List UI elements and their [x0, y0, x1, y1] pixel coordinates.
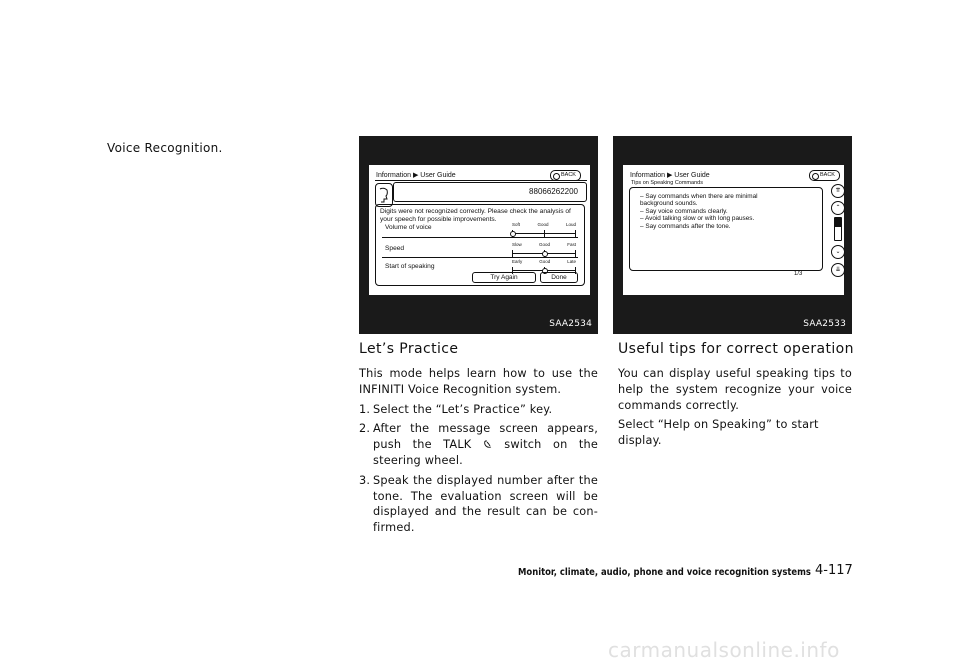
scale-label: Late: [567, 259, 576, 264]
evaluation-screen: [369, 165, 590, 295]
tips-box-title: Tips on Speaking Commands: [631, 180, 703, 186]
figure-caption: SAA2533: [803, 319, 846, 329]
page-down-icon[interactable]: ⇊: [831, 263, 845, 277]
footer-chapter-title: Monitor, climate, audio, phone and voice recognition systems: [518, 567, 811, 578]
scrollbar[interactable]: [834, 217, 842, 241]
page-up-icon[interactable]: ⇈: [831, 184, 845, 198]
step-text: Speak the displayed number after the tone. The evaluation screen will be displayed and the result can be con-firmed.: [373, 473, 598, 535]
scale-label: Soft: [512, 222, 521, 227]
list-item: – Avoid talking slow or with long pauses.: [640, 215, 755, 223]
row-label-speed: Speed: [385, 245, 405, 252]
section-heading-lets-practice: Let’s Practice: [359, 341, 459, 357]
scale-label: Loud: [565, 222, 576, 227]
list-item: background sounds.: [640, 200, 698, 208]
evaluation-message: Digits were not recognized correctly. Please check the analysis of your speech for possible improvements.: [380, 208, 571, 223]
back-button[interactable]: BACK: [809, 170, 840, 181]
step-number: 1.: [359, 402, 371, 416]
figure-tips-screen: [613, 136, 852, 334]
row-label-volume: Volume of voice: [385, 224, 432, 231]
evaluation-box: [375, 204, 585, 286]
row-label-start: Start of speaking: [385, 263, 435, 270]
talk-switch-icon: [483, 439, 493, 449]
back-button[interactable]: BACK: [550, 170, 581, 181]
scale-label: Fast: [567, 242, 576, 247]
list-item: – Say commands when there are minimal: [640, 193, 758, 200]
lets-practice-body: [359, 366, 598, 540]
screen-title: Information ▶ User Guide: [376, 172, 456, 179]
scroll-down-icon[interactable]: ⌄: [831, 245, 845, 259]
step-number: 2.: [359, 422, 371, 436]
tips-instruction: Select “Help on Speaking” to start display.: [618, 418, 819, 448]
lead-text: Voice Recognition.: [107, 141, 223, 155]
step-text: switch on the steering wheel.: [373, 438, 599, 467]
done-button[interactable]: Done: [540, 272, 578, 283]
list-item: [359, 421, 598, 468]
recognized-number: 88066262200: [529, 187, 578, 196]
intro-paragraph: This mode helps learn how to use the INFINITI Voice Recognition system.: [359, 367, 598, 396]
scale-label: Good: [537, 222, 549, 227]
scale-label: Early: [512, 259, 523, 264]
figure-lets-practice-screen: [359, 136, 598, 334]
page-indicator: 1/3: [794, 271, 803, 277]
list-item: – Say commands after the tone.: [640, 222, 731, 230]
steps-list: [359, 402, 598, 536]
tips-list: [640, 193, 758, 230]
screen-title: Information ▶ User Guide: [630, 172, 710, 179]
recognized-number-display: [393, 182, 587, 202]
list-item: [359, 402, 598, 418]
useful-tips-body: [618, 366, 852, 453]
scale-label: Good: [538, 242, 550, 247]
try-again-button[interactable]: Try Again: [472, 272, 536, 283]
section-heading-useful-tips: Useful tips for correct operation: [618, 341, 854, 357]
figure-caption: SAA2534: [549, 319, 592, 329]
scrollbar-thumb[interactable]: [835, 218, 841, 227]
step-text: Select the “Let’s Practice” key.: [373, 402, 553, 416]
tips-screen: [623, 165, 844, 295]
scale-label: Slow: [512, 242, 522, 247]
step-text: After the message screen appears, push the TALK: [373, 422, 598, 452]
list-item: – Say voice commands clearly.: [640, 207, 728, 215]
list-item: [359, 473, 598, 536]
tips-paragraph: You can display useful speaking tips to help the system recognize your voice commands correctly.: [618, 367, 852, 412]
step-number: 3.: [359, 473, 371, 487]
page-number: 4-117: [815, 563, 853, 578]
scale-label: Good: [539, 259, 551, 264]
watermark: carmanualsonline.info: [608, 638, 840, 662]
scroll-up-icon[interactable]: ⌃: [831, 201, 845, 215]
